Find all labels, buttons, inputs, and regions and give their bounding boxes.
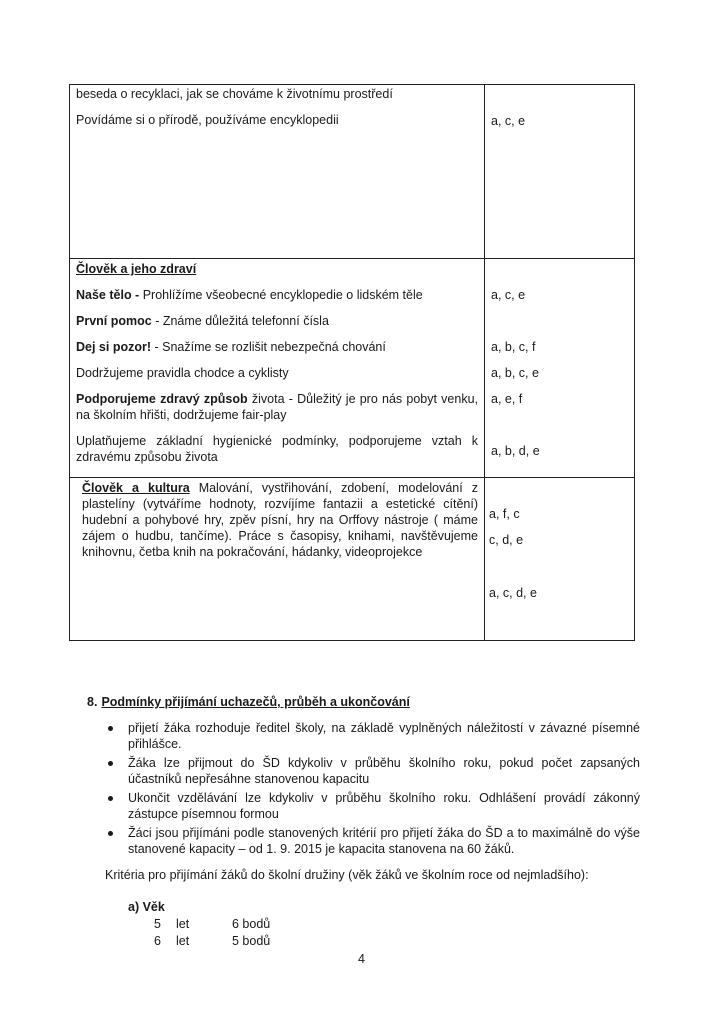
activity-line: První pomoc - Známe důležitá telefonní čísla (76, 314, 329, 328)
table-row (70, 85, 635, 259)
section-heading: Člověk a jeho zdraví (76, 262, 197, 276)
activity-line: Člověk a kultura Malování, vystřihování, zdobení, modelování z plastelíny (vytváříme hodnoty, rozvíjíme fantazii a estetické cítění) hudební a pohybové hry, zpěv písní, hry na Orffovy nástroje ( máme zájem o hudbu, tančíme). Práce s časopisy, knihami, navštěvujeme knihovnu, četba knih na pokračování, hádanky, videoprojekce (82, 481, 478, 559)
code-value: a, b, d, e (491, 444, 540, 458)
activity-table (69, 84, 635, 641)
code-cell (485, 478, 635, 641)
bullet-icon (108, 761, 113, 766)
age-points: 6 bodů (232, 917, 271, 931)
list-item: přijetí žáka rozhoduje ředitel školy, na základě vyplněných náležitostí v závazné písemné přihlášce. (128, 720, 640, 752)
code-cell (485, 259, 635, 478)
list-item: Žáka lze přijmout do ŠD kdykoliv v průběhu školního roku, pokud počet zapsaných účastníků nepřesáhne stanovenou kapacitu (128, 755, 640, 787)
bullet-icon (108, 831, 113, 836)
criteria-intro: Kritéria pro přijímání žáků do školní družiny (věk žáků ve školním roce od nejmladšího): (105, 868, 589, 882)
code-value: a, c, d, e (489, 586, 537, 600)
activity-line: Podporujeme zdravý způsob života - Důležitý je pro nás pobyt venku, na školním hřišti, dodržujeme fair-play (76, 392, 479, 422)
activity-line: Naše tělo - Prohlížíme všeobecné encyklopedie o lidském těle (76, 288, 423, 302)
activity-cell (70, 85, 485, 259)
age-value: 6 (154, 934, 161, 948)
code-value: a, e, f (491, 392, 523, 406)
activity-line: Dej si pozor! - Snažíme se rozlišit nebezpečná chování (76, 340, 386, 354)
code-value: a, c, e (491, 288, 526, 302)
code-cell (485, 85, 635, 259)
activity-line: Povídáme si o přírodě, používáme encyklopedii (76, 113, 339, 127)
admission-rules-list (128, 720, 640, 860)
age-unit: let (176, 917, 190, 931)
code-value: a, b, c, e (491, 366, 539, 380)
age-heading: a) Věk (128, 900, 165, 914)
section-8-title (87, 694, 410, 710)
bullet-icon (108, 796, 113, 801)
bullet-icon (108, 726, 113, 731)
activity-line: beseda o recyklaci, jak se chováme k životnímu prostředí (76, 87, 393, 101)
code-value: a, b, c, f (491, 340, 536, 354)
activity-cell (70, 259, 485, 478)
section-title-text: Podmínky přijímání uchazečů, průběh a ukončování (101, 695, 410, 709)
section-number: 8. (87, 695, 98, 709)
page-number: 4 (358, 952, 365, 966)
age-value: 5 (154, 917, 161, 931)
activity-cell (70, 478, 485, 641)
code-value: a, f, c (489, 507, 520, 521)
list-item: Žáci jsou přijímáni podle stanovených kritérií pro přijetí žáka do ŠD a to maximálně do výše stanovené kapacity – od 1. 9. 2015 je kapacita stanovena na 60 žáků. (128, 825, 640, 857)
activity-line: Dodržujeme pravidla chodce a cyklisty (76, 366, 289, 380)
list-item: Ukončit vzdělávání lze kdykoliv v průběhu školního roku. Odhlášení provádí zákonný zástupce písemnou formou (128, 790, 640, 822)
age-points: 5 bodů (232, 934, 271, 948)
age-unit: let (176, 934, 190, 948)
code-value (485, 313, 634, 329)
table-row (70, 478, 635, 641)
code-value: c, d, e (489, 533, 524, 547)
activity-line: Uplatňujeme základní hygienické podmínky, podporujeme vztah k zdravému způsobu života (76, 434, 478, 464)
code-value: a, c, e (491, 114, 526, 128)
table-row (70, 259, 635, 478)
